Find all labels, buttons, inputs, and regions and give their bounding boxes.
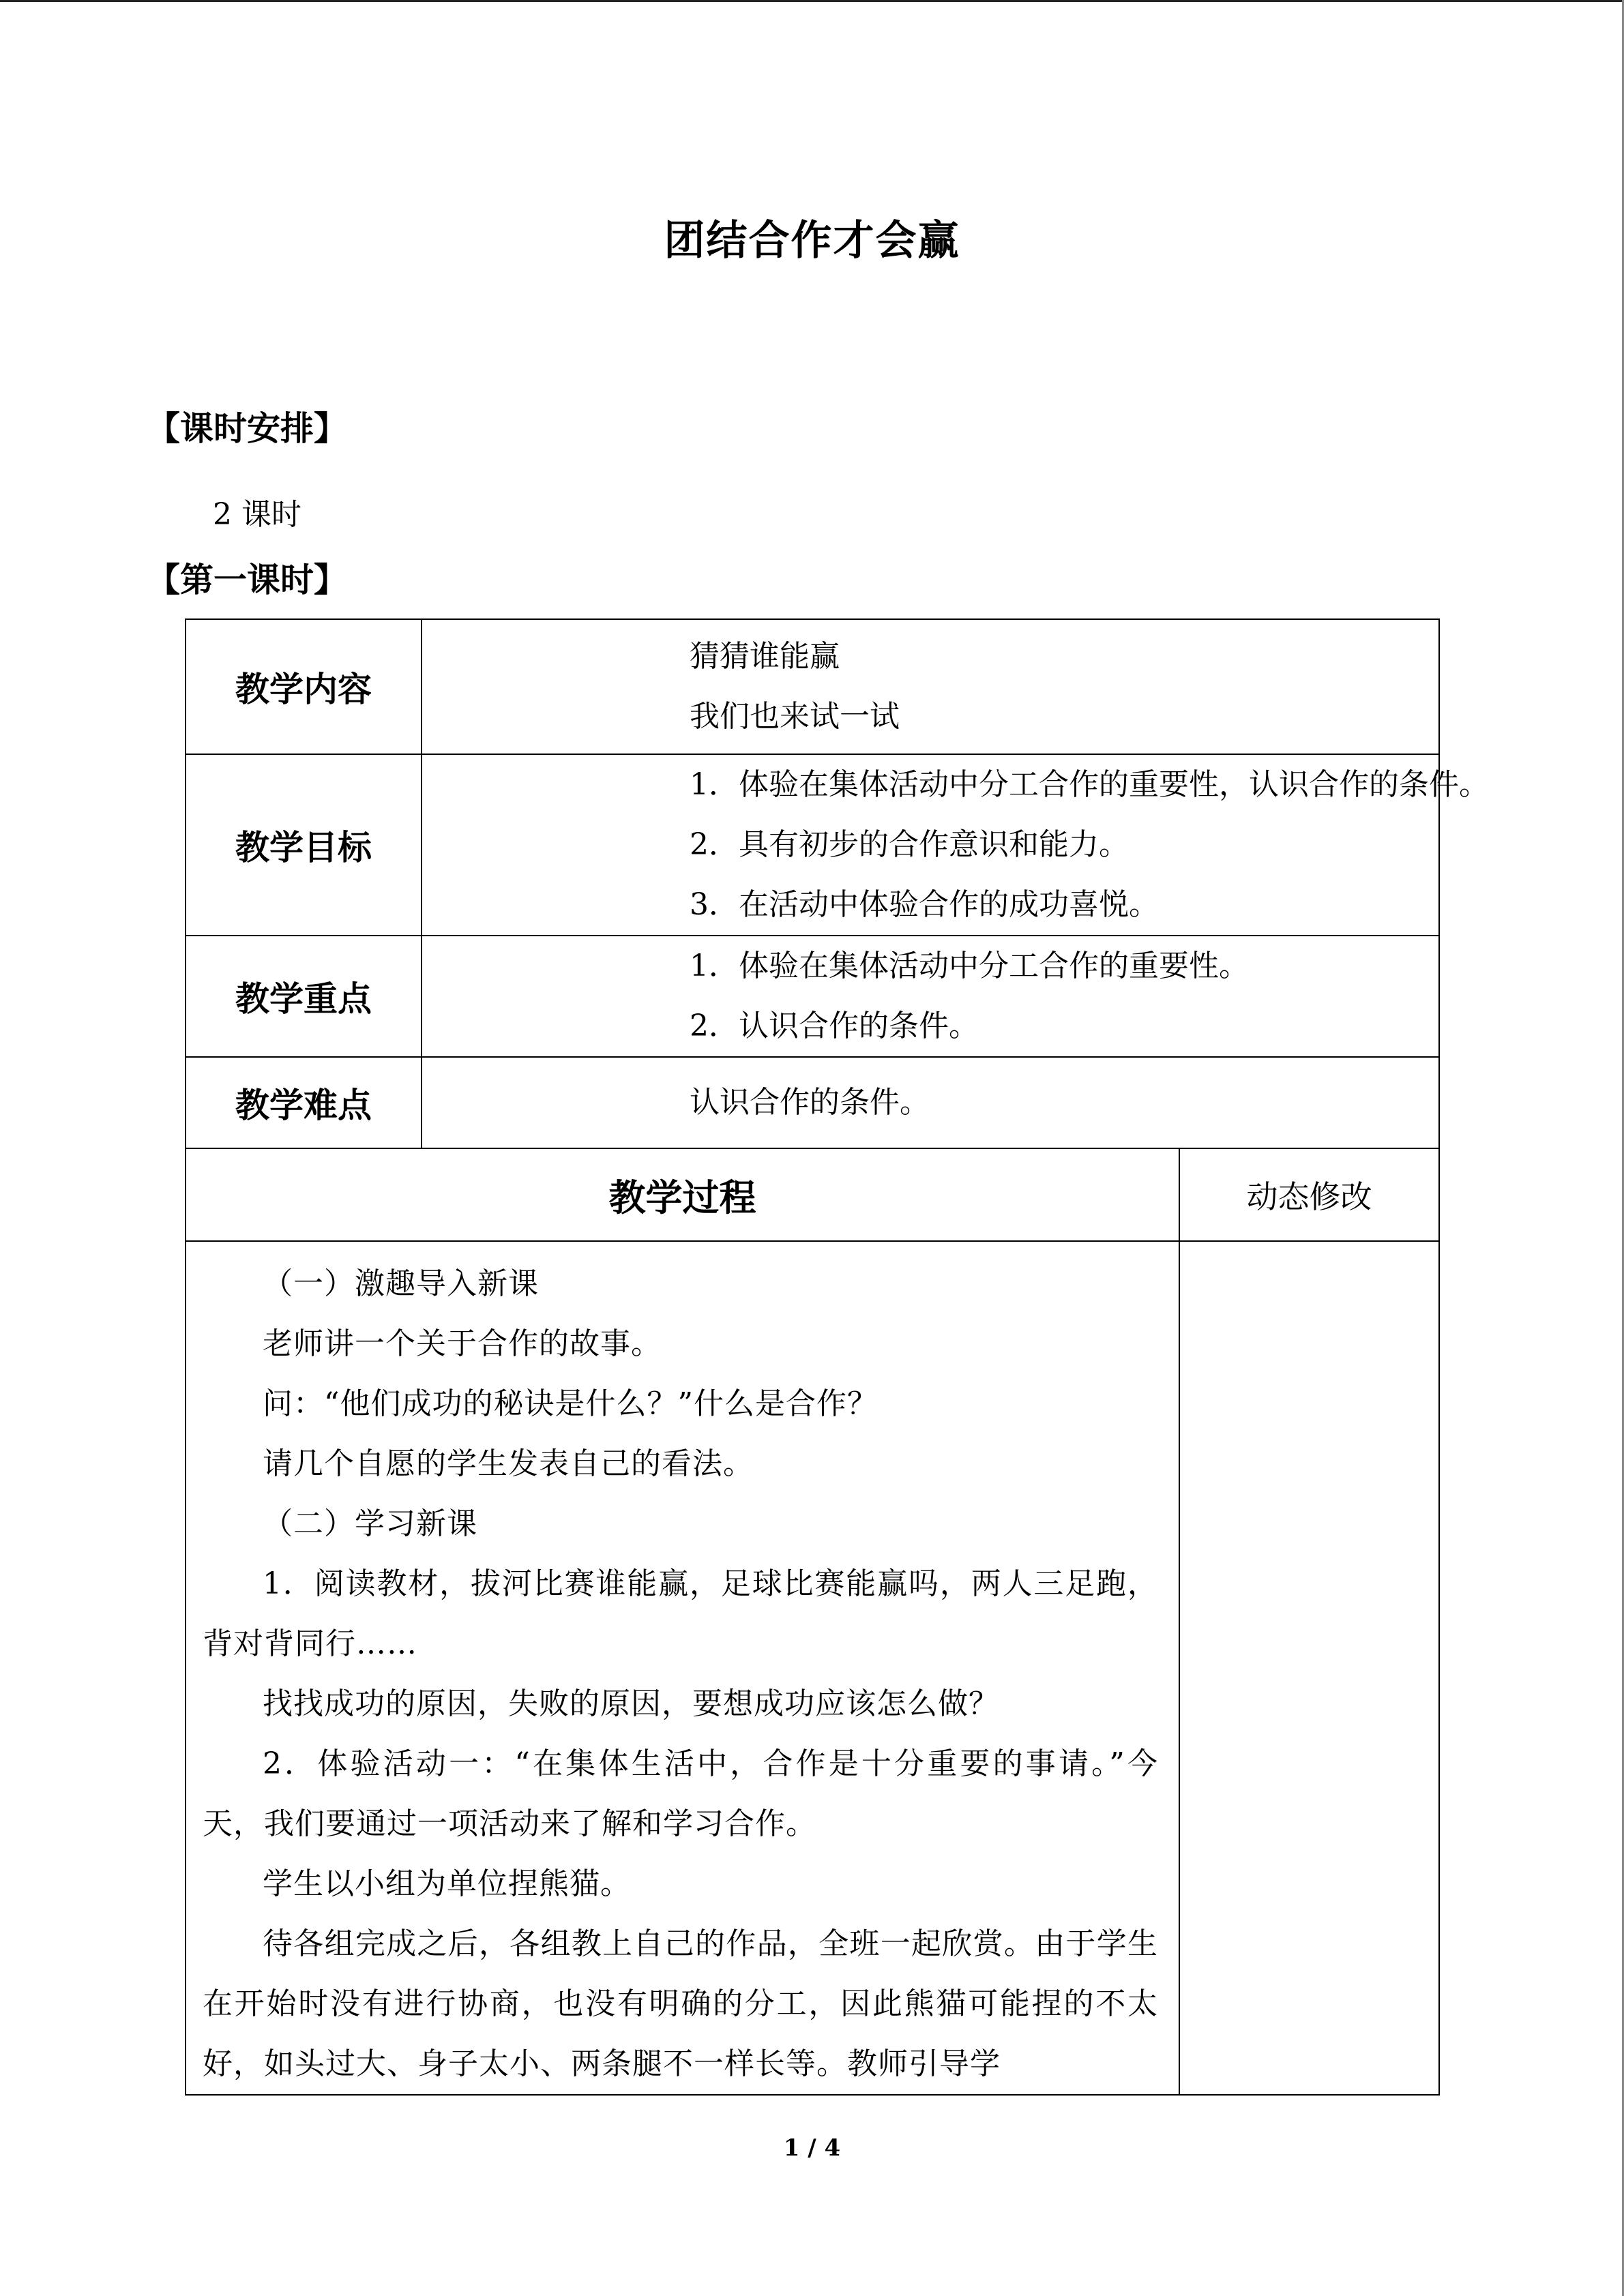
- row-teaching-goals: [186, 754, 1439, 936]
- process-paragraph: （二）学习新课: [263, 1506, 477, 1541]
- label-key-points: 教学重点: [186, 936, 422, 1057]
- process-paragraph: 找找成功的原因，失败的原因，要想成功应该怎么做？: [263, 1686, 999, 1721]
- content-line: 2．具有初步的合作意识和能力。: [690, 827, 1129, 862]
- content-line: 认识合作的条件。: [690, 1085, 930, 1120]
- lesson-plan-table: [185, 618, 1489, 2096]
- row-process-header: [186, 1148, 1439, 1241]
- schedule-heading: 【课时安排】: [147, 409, 348, 448]
- cell-teaching-content: [422, 619, 1439, 754]
- process-paragraph: 老师讲一个关于合作的故事。: [263, 1326, 662, 1361]
- cell-key-points: [422, 936, 1439, 1057]
- label-difficult-points: 教学难点: [186, 1057, 422, 1148]
- cell-difficult-points: [422, 1057, 1439, 1148]
- process-paragraph: 待各组完成之后，各组教上自己的作品，全班一起欣赏。由于学生在开始时没有进行协商，也没有明确的分工，因此熊猫可能捏的不太好，如头过大、身子太小、两条腿不一样长等。教师引导学: [203, 1926, 1158, 2081]
- process-paragraph: 2．体验活动一：“在集体生活中，合作是十分重要的事请。”今天，我们要通过一项活动来了解和学习合作。: [203, 1746, 1158, 1841]
- top-border: [0, 0, 1624, 2]
- content-line: 我们也来试一试: [690, 699, 900, 734]
- modify-heading: 动态修改: [1179, 1148, 1439, 1241]
- process-paragraph: 1．阅读教材，拔河比赛谁能赢，足球比赛能赢吗，两人三足跑，背对背同行……: [203, 1566, 1158, 1661]
- page-number: 1 / 4: [783, 2134, 841, 2162]
- content-line: 3．在活动中体验合作的成功喜悦。: [690, 887, 1159, 922]
- process-heading: 教学过程: [186, 1148, 1179, 1241]
- content-line: 猜猜谁能赢: [690, 639, 840, 674]
- label-teaching-content: 教学内容: [186, 619, 422, 754]
- schedule-value: 2 课时: [213, 497, 301, 532]
- label-teaching-goals: 教学目标: [186, 754, 422, 936]
- row-difficult-points: [186, 1057, 1439, 1148]
- row-key-points: [186, 936, 1439, 1057]
- modify-cell: [1179, 1241, 1439, 2095]
- process-paragraph: 学生以小组为单位捏熊猫。: [263, 1866, 631, 1901]
- row-process-body: [186, 1241, 1439, 2095]
- page-title: 团结合作才会赢: [664, 217, 960, 265]
- content-line: 1．体验在集体活动中分工合作的重要性。: [690, 949, 1249, 983]
- process-body: [186, 1241, 1179, 2095]
- content-line: 2．认识合作的条件。: [690, 1009, 979, 1043]
- content-line: 1．体验在集体活动中分工合作的重要性，认识合作的条件。: [690, 767, 1489, 802]
- lesson1-heading: 【第一课时】: [147, 561, 348, 599]
- row-teaching-content: [186, 619, 1439, 754]
- process-paragraph: 问：“他们成功的秘诀是什么？”什么是合作？: [263, 1386, 878, 1421]
- cell-teaching-goals: [422, 754, 1489, 936]
- process-paragraph: （一）激趣导入新课: [263, 1266, 539, 1301]
- process-paragraph: 请几个自愿的学生发表自己的看法。: [263, 1446, 754, 1481]
